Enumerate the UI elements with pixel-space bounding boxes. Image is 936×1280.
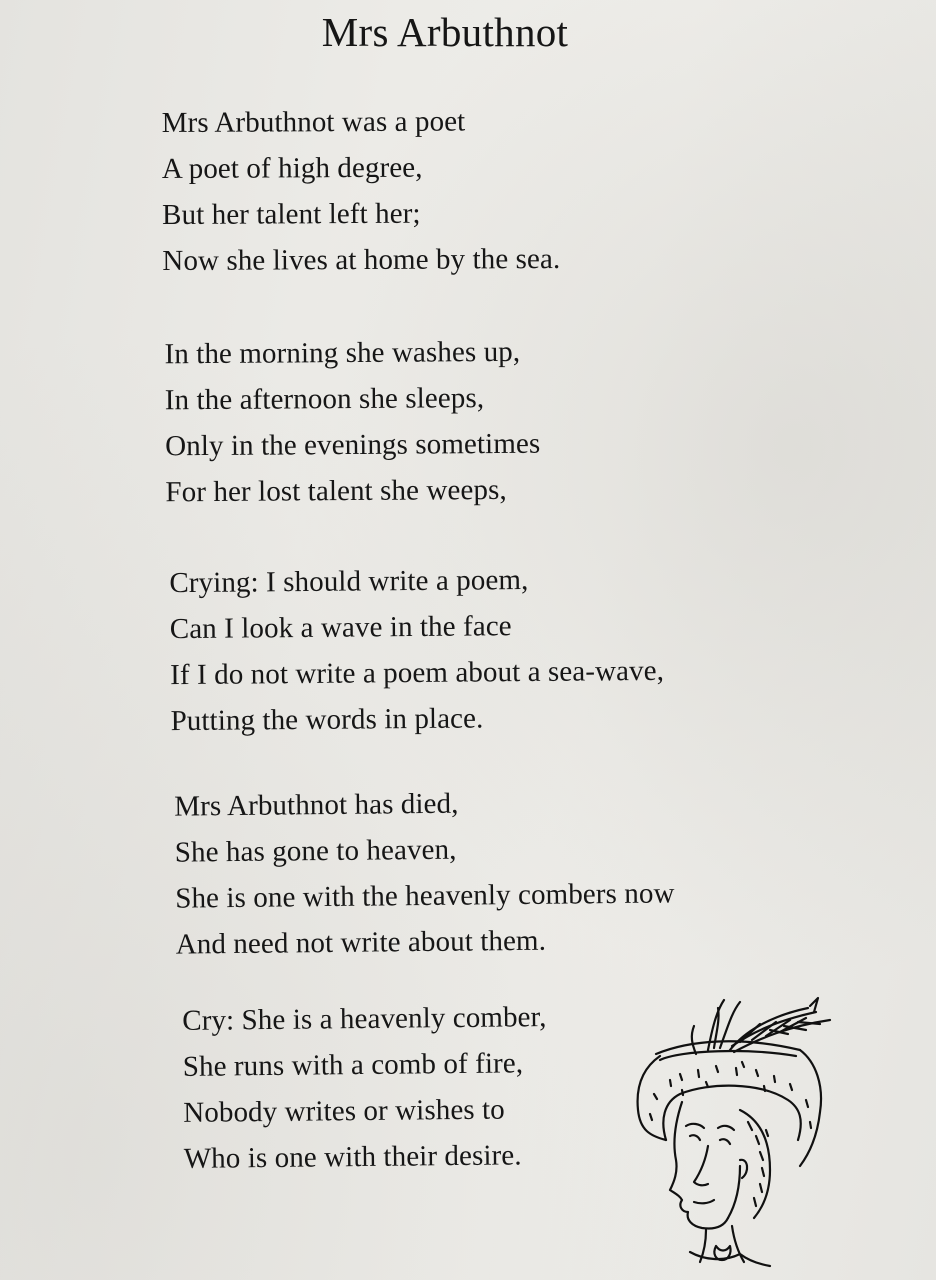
poem-line: Nobody writes or wishes to	[183, 1093, 505, 1129]
poem-line: Can I look a wave in the face	[169, 610, 512, 646]
poem-line: Putting the words in place.	[170, 702, 484, 738]
poem-line: She is one with the heavenly combers now	[175, 877, 675, 915]
poem-line: But her talent left her;	[162, 197, 421, 232]
poem-line: Now she lives at home by the sea.	[162, 242, 561, 278]
poem-line: Mrs Arbuthnot has died,	[174, 787, 459, 823]
stanza-2	[164, 329, 540, 516]
poem-line: A poet of high degree,	[161, 151, 423, 186]
poem-line: In the afternoon she sleeps,	[164, 382, 485, 417]
poem-line: Crying: I should write a poem,	[169, 564, 529, 600]
stanza-3	[169, 556, 664, 744]
ink-sketch-woman-in-feathered-hat-icon	[620, 990, 840, 1272]
poem-title: Mrs Arbuthnot	[321, 9, 569, 55]
poem-line: Cry: She is a heavenly comber,	[182, 1001, 547, 1037]
poem-line: In the morning she washes up,	[164, 335, 521, 371]
poem-line: And need not write about them.	[175, 924, 547, 961]
stanza-4	[174, 778, 675, 967]
poem-line: For her lost talent she weeps,	[165, 473, 507, 509]
poem-line: Who is one with their desire.	[183, 1139, 522, 1175]
stanza-5	[182, 994, 548, 1182]
poem-line: Only in the evenings sometimes	[165, 427, 541, 463]
poem-line: Mrs Arbuthnot was a poet	[161, 105, 466, 140]
stanza-1	[162, 98, 561, 284]
poem-line: If I do not write a poem about a sea-wave,	[170, 654, 665, 692]
poem-line: She has gone to heaven,	[174, 833, 457, 869]
poem-line: She runs with a comb of fire,	[182, 1047, 524, 1083]
